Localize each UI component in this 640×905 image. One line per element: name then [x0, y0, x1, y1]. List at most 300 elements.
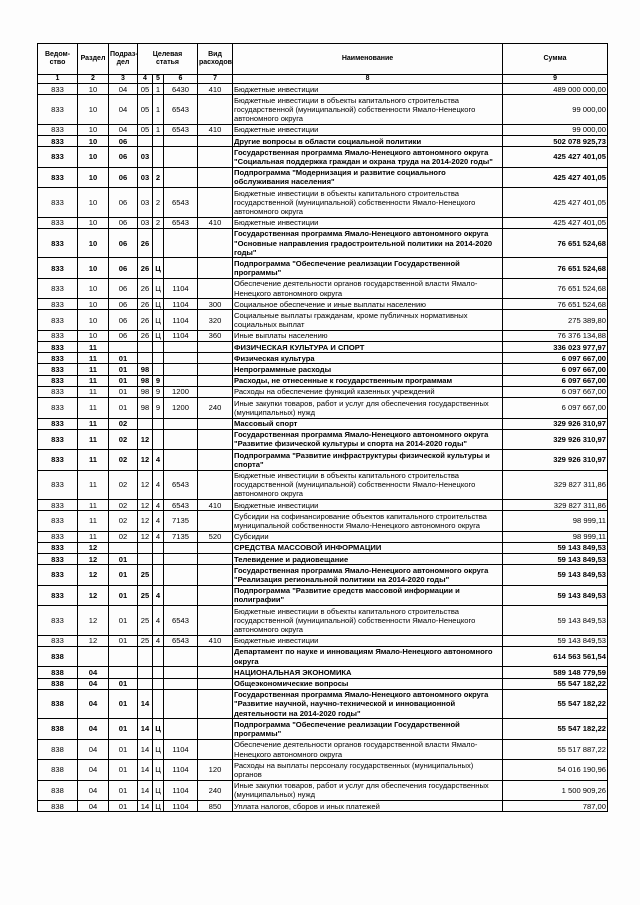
- cell-subprogram: [153, 542, 164, 553]
- table-row: [38, 646, 608, 666]
- cell-expense-type: 360: [198, 330, 233, 341]
- cell-amount: 55 547 182,22: [503, 678, 608, 689]
- cell-program: 98: [138, 364, 153, 375]
- cell-expense-type: [198, 95, 233, 125]
- cell-direction: 7135: [164, 531, 198, 542]
- cell-name: Бюджетные инвестиции: [233, 500, 503, 511]
- cell-section: 10: [78, 136, 109, 147]
- cell-direction: 1104: [164, 760, 198, 780]
- cell-amount: 275 389,80: [503, 310, 608, 330]
- cell-direction: 6543: [164, 124, 198, 135]
- cell-amount: 76 376 134,88: [503, 330, 608, 341]
- cell-expense-type: 410: [198, 84, 233, 95]
- cell-program: 25: [138, 606, 153, 636]
- cell-subsection: 01: [109, 719, 138, 739]
- cell-expense-type: [198, 585, 233, 605]
- table-row: [38, 167, 608, 187]
- cell-direction: [164, 646, 198, 666]
- cell-name: Бюджетные инвестиции в объекты капитального строительства государственной (муниципальной) собственности Ямало-Ненецкого автономного округа: [233, 95, 503, 125]
- cell-program: 25: [138, 585, 153, 605]
- cell-expense-type: [198, 429, 233, 449]
- cell-program: 25: [138, 635, 153, 646]
- cell-direction: [164, 147, 198, 167]
- cell-direction: [164, 429, 198, 449]
- table-row: [38, 124, 608, 135]
- cell-expense-type: 410: [198, 635, 233, 646]
- cell-subprogram: Ц: [153, 299, 164, 310]
- cell-subsection: 06: [109, 147, 138, 167]
- cell-amount: 59 143 849,53: [503, 542, 608, 553]
- cell-direction: 1104: [164, 330, 198, 341]
- column-number-row: [38, 75, 608, 84]
- cell-subprogram: Ц: [153, 739, 164, 759]
- cell-amount: 59 143 849,53: [503, 635, 608, 646]
- cell-subsection: 06: [109, 310, 138, 330]
- cell-name: Бюджетные инвестиции: [233, 124, 503, 135]
- table-row: [38, 375, 608, 386]
- cell-subprogram: 4: [153, 511, 164, 531]
- cell-department: 833: [38, 542, 78, 553]
- cell-section: 11: [78, 353, 109, 364]
- cell-program: 03: [138, 147, 153, 167]
- header-amount: Сумма: [503, 44, 608, 75]
- budget-table: [37, 43, 608, 812]
- cell-expense-type: 410: [198, 500, 233, 511]
- cell-subsection: 02: [109, 500, 138, 511]
- cell-name: Подпрограмма "Обеспечение реализации Государственной программы": [233, 258, 503, 278]
- cell-department: 838: [38, 760, 78, 780]
- cell-department: 833: [38, 124, 78, 135]
- table-row: [38, 95, 608, 125]
- cell-name: Департамент по науке и инновациям Ямало-Ненецкого автономного округа: [233, 646, 503, 666]
- cell-direction: 6543: [164, 606, 198, 636]
- cell-department: 833: [38, 95, 78, 125]
- cell-program: [138, 646, 153, 666]
- cell-section: 11: [78, 364, 109, 375]
- cell-expense-type: [198, 258, 233, 278]
- cell-subprogram: 4: [153, 450, 164, 470]
- cell-program: [138, 353, 153, 364]
- cell-department: 838: [38, 801, 78, 812]
- cell-program: 26: [138, 330, 153, 341]
- cell-expense-type: [198, 375, 233, 386]
- cell-subsection: [109, 342, 138, 353]
- cell-program: [138, 418, 153, 429]
- cell-department: 833: [38, 342, 78, 353]
- cell-name: Массовый спорт: [233, 418, 503, 429]
- cell-section: 11: [78, 531, 109, 542]
- cell-section: 04: [78, 760, 109, 780]
- cell-name: Бюджетные инвестиции в объекты капитального строительства государственной (муниципальной) собственности Ямало-Ненецкого автономного округа: [233, 606, 503, 636]
- cell-section: 04: [78, 667, 109, 678]
- cell-direction: [164, 565, 198, 585]
- cell-name: Общеэкономические вопросы: [233, 678, 503, 689]
- cell-subsection: 06: [109, 258, 138, 278]
- cell-section: 11: [78, 418, 109, 429]
- cell-name: Подпрограмма "Развитие средств массовой информации и полиграфии": [233, 585, 503, 605]
- cell-direction: [164, 136, 198, 147]
- cell-amount: 6 097 667,00: [503, 386, 608, 397]
- cell-department: 833: [38, 147, 78, 167]
- cell-subsection: 01: [109, 398, 138, 418]
- cell-amount: 76 651 524,68: [503, 299, 608, 310]
- table-row: [38, 136, 608, 147]
- cell-subsection: 01: [109, 678, 138, 689]
- table-row: [38, 310, 608, 330]
- cell-amount: 6 097 667,00: [503, 353, 608, 364]
- cell-section: 10: [78, 95, 109, 125]
- cell-program: [138, 678, 153, 689]
- cell-department: 838: [38, 739, 78, 759]
- cell-program: 05: [138, 124, 153, 135]
- cell-amount: 614 563 561,54: [503, 646, 608, 666]
- cell-expense-type: [198, 364, 233, 375]
- cell-department: 838: [38, 678, 78, 689]
- cell-expense-type: [198, 646, 233, 666]
- cell-section: 10: [78, 299, 109, 310]
- cell-subsection: 02: [109, 418, 138, 429]
- cell-program: 12: [138, 531, 153, 542]
- cell-expense-type: [198, 228, 233, 258]
- table-row: [38, 364, 608, 375]
- table-row: [38, 719, 608, 739]
- table-row: [38, 217, 608, 228]
- cell-subsection: 01: [109, 635, 138, 646]
- cell-name: Иные выплаты населению: [233, 330, 503, 341]
- cell-direction: 1200: [164, 398, 198, 418]
- cell-amount: 55 517 887,22: [503, 739, 608, 759]
- cell-direction: [164, 353, 198, 364]
- table-row: [38, 258, 608, 278]
- table-row: [38, 299, 608, 310]
- cell-section: 10: [78, 124, 109, 135]
- table-row: [38, 554, 608, 565]
- cell-subsection: 02: [109, 450, 138, 470]
- cell-name: Государственная программа Ямало-Ненецкого автономного округа "Реализация региональной политики на 2014-2020 годы": [233, 565, 503, 585]
- cell-amount: 55 547 182,22: [503, 719, 608, 739]
- cell-expense-type: [198, 136, 233, 147]
- cell-amount: 425 427 401,05: [503, 147, 608, 167]
- cell-subprogram: Ц: [153, 780, 164, 800]
- cell-subprogram: 4: [153, 585, 164, 605]
- cell-section: 12: [78, 585, 109, 605]
- column-number: 3: [109, 75, 138, 84]
- cell-direction: 1104: [164, 739, 198, 759]
- table-row: [38, 353, 608, 364]
- cell-section: 12: [78, 635, 109, 646]
- cell-direction: 1104: [164, 299, 198, 310]
- cell-name: Субсидии на софинансирование объектов капитального строительства муниципальной собственности Ямало-Ненецкого автономного округа: [233, 511, 503, 531]
- cell-subprogram: Ц: [153, 278, 164, 298]
- cell-amount: 425 427 401,05: [503, 217, 608, 228]
- cell-subprogram: [153, 342, 164, 353]
- cell-name: Уплата налогов, сборов и иных платежей: [233, 801, 503, 812]
- cell-subsection: 01: [109, 386, 138, 397]
- cell-program: [138, 554, 153, 565]
- cell-name: Расходы, не отнесенные к государственным программам: [233, 375, 503, 386]
- cell-amount: 98 999,11: [503, 511, 608, 531]
- table-row: [38, 635, 608, 646]
- cell-program: 14: [138, 780, 153, 800]
- table-row: [38, 565, 608, 585]
- cell-department: 833: [38, 330, 78, 341]
- cell-program: 12: [138, 429, 153, 449]
- cell-program: 12: [138, 450, 153, 470]
- cell-subsection: 02: [109, 531, 138, 542]
- table-row: [38, 330, 608, 341]
- cell-subsection: 04: [109, 124, 138, 135]
- cell-expense-type: [198, 689, 233, 719]
- cell-direction: 6543: [164, 500, 198, 511]
- cell-amount: 589 148 779,59: [503, 667, 608, 678]
- cell-subprogram: 9: [153, 398, 164, 418]
- cell-expense-type: [198, 342, 233, 353]
- cell-expense-type: [198, 450, 233, 470]
- cell-name: Социальные выплаты гражданам, кроме публичных нормативных социальных выплат: [233, 310, 503, 330]
- cell-subprogram: [153, 364, 164, 375]
- cell-amount: 76 651 524,68: [503, 278, 608, 298]
- column-number: 8: [233, 75, 503, 84]
- cell-section: 10: [78, 217, 109, 228]
- cell-section: 04: [78, 739, 109, 759]
- cell-program: 26: [138, 278, 153, 298]
- cell-section: 04: [78, 719, 109, 739]
- cell-direction: [164, 450, 198, 470]
- cell-program: 98: [138, 386, 153, 397]
- cell-department: 833: [38, 136, 78, 147]
- cell-section: 10: [78, 228, 109, 258]
- cell-program: [138, 136, 153, 147]
- cell-expense-type: [198, 386, 233, 397]
- table-row: [38, 689, 608, 719]
- cell-section: 11: [78, 398, 109, 418]
- cell-department: 833: [38, 188, 78, 218]
- cell-amount: 329 827 311,86: [503, 470, 608, 500]
- cell-program: 26: [138, 310, 153, 330]
- cell-section: 11: [78, 500, 109, 511]
- cell-section: 10: [78, 167, 109, 187]
- cell-section: 11: [78, 429, 109, 449]
- cell-subsection: 06: [109, 217, 138, 228]
- cell-direction: 1104: [164, 780, 198, 800]
- cell-subprogram: Ц: [153, 760, 164, 780]
- cell-direction: [164, 418, 198, 429]
- column-number: 7: [198, 75, 233, 84]
- cell-section: 11: [78, 386, 109, 397]
- cell-amount: 99 000,00: [503, 124, 608, 135]
- cell-direction: [164, 667, 198, 678]
- column-number: 5: [153, 75, 164, 84]
- cell-program: 05: [138, 95, 153, 125]
- cell-program: 12: [138, 470, 153, 500]
- cell-section: 12: [78, 565, 109, 585]
- cell-program: 03: [138, 217, 153, 228]
- cell-amount: 336 023 977,97: [503, 342, 608, 353]
- cell-expense-type: [198, 565, 233, 585]
- table-row: [38, 606, 608, 636]
- table-row: [38, 188, 608, 218]
- cell-subsection: 01: [109, 606, 138, 636]
- cell-subsection: 02: [109, 511, 138, 531]
- table-row: [38, 531, 608, 542]
- cell-name: Другие вопросы в области социальной политики: [233, 136, 503, 147]
- cell-program: 26: [138, 228, 153, 258]
- cell-expense-type: [198, 511, 233, 531]
- cell-program: 98: [138, 398, 153, 418]
- cell-expense-type: [198, 606, 233, 636]
- cell-expense-type: [198, 278, 233, 298]
- table-row: [38, 470, 608, 500]
- column-number: 4: [138, 75, 153, 84]
- cell-direction: 1104: [164, 801, 198, 812]
- cell-program: 14: [138, 801, 153, 812]
- cell-expense-type: [198, 353, 233, 364]
- table-row: [38, 739, 608, 759]
- cell-direction: 6543: [164, 95, 198, 125]
- cell-name: Иные закупки товаров, работ и услуг для обеспечения государственных (муниципальных) нужд: [233, 398, 503, 418]
- cell-name: Обеспечение деятельности органов государственной власти Ямало-Ненецкого автономного округа: [233, 278, 503, 298]
- cell-subsection: 01: [109, 364, 138, 375]
- cell-direction: 1104: [164, 278, 198, 298]
- cell-name: Государственная программа Ямало-Ненецкого автономного округа "Социальная поддержка граждан и охрана труда на 2014-2020 годы": [233, 147, 503, 167]
- cell-subsection: 06: [109, 278, 138, 298]
- cell-amount: 59 143 849,53: [503, 606, 608, 636]
- cell-amount: 99 000,00: [503, 95, 608, 125]
- cell-amount: 1 500 909,26: [503, 780, 608, 800]
- cell-subprogram: [153, 429, 164, 449]
- cell-amount: 59 143 849,53: [503, 565, 608, 585]
- cell-program: 26: [138, 299, 153, 310]
- cell-name: ФИЗИЧЕСКАЯ КУЛЬТУРА И СПОРТ: [233, 342, 503, 353]
- cell-department: 833: [38, 554, 78, 565]
- cell-amount: 98 999,11: [503, 531, 608, 542]
- cell-subprogram: [153, 554, 164, 565]
- cell-subprogram: [153, 565, 164, 585]
- cell-program: [138, 542, 153, 553]
- cell-department: 833: [38, 565, 78, 585]
- header-target-article-label: Целевая статья: [152, 51, 183, 66]
- cell-expense-type: [198, 678, 233, 689]
- cell-subprogram: 1: [153, 124, 164, 135]
- cell-subprogram: 1: [153, 84, 164, 95]
- cell-department: 833: [38, 511, 78, 531]
- header-row: [38, 44, 608, 75]
- header-target-article: [138, 44, 198, 75]
- cell-amount: 6 097 667,00: [503, 364, 608, 375]
- cell-section: 12: [78, 554, 109, 565]
- cell-department: 833: [38, 375, 78, 386]
- cell-name: Социальное обеспечение и иные выплаты населению: [233, 299, 503, 310]
- cell-program: 26: [138, 258, 153, 278]
- cell-program: 03: [138, 188, 153, 218]
- cell-section: 10: [78, 188, 109, 218]
- cell-expense-type: [198, 719, 233, 739]
- cell-subsection: 04: [109, 95, 138, 125]
- cell-subprogram: [153, 147, 164, 167]
- header-section: Раздел: [78, 44, 109, 75]
- cell-amount: 76 651 524,68: [503, 258, 608, 278]
- cell-subsection: [109, 542, 138, 553]
- cell-subsection: 01: [109, 554, 138, 565]
- cell-expense-type: 320: [198, 310, 233, 330]
- cell-section: 12: [78, 606, 109, 636]
- cell-amount: 76 651 524,68: [503, 228, 608, 258]
- cell-direction: [164, 719, 198, 739]
- table-row: [38, 542, 608, 553]
- cell-department: 833: [38, 429, 78, 449]
- cell-direction: 1200: [164, 386, 198, 397]
- table-row: [38, 511, 608, 531]
- table-row: [38, 386, 608, 397]
- cell-department: 833: [38, 299, 78, 310]
- cell-program: [138, 342, 153, 353]
- cell-program: 98: [138, 375, 153, 386]
- cell-subsection: 06: [109, 228, 138, 258]
- cell-amount: 6 097 667,00: [503, 375, 608, 386]
- cell-subprogram: 9: [153, 375, 164, 386]
- cell-name: Расходы на обеспечение функций казенных учреждений: [233, 386, 503, 397]
- cell-expense-type: [198, 542, 233, 553]
- cell-department: 833: [38, 386, 78, 397]
- cell-department: 833: [38, 167, 78, 187]
- cell-section: 10: [78, 258, 109, 278]
- cell-subprogram: [153, 136, 164, 147]
- cell-name: Подпрограмма "Развитие инфраструктуры физической культуры и спорта": [233, 450, 503, 470]
- cell-amount: 329 926 310,97: [503, 418, 608, 429]
- cell-amount: 59 143 849,53: [503, 585, 608, 605]
- header-subsection: Подраз-дел: [109, 44, 138, 75]
- cell-subsection: 02: [109, 470, 138, 500]
- cell-subsection: 06: [109, 136, 138, 147]
- cell-section: 04: [78, 780, 109, 800]
- table-row: [38, 450, 608, 470]
- cell-name: Государственная программа Ямало-Ненецкого автономного округа "Основные направления градостроительной политики на 2014-2020 годы": [233, 228, 503, 258]
- cell-subsection: 01: [109, 780, 138, 800]
- cell-name: Подпрограмма "Модернизация и развитие социального обслуживания населения": [233, 167, 503, 187]
- cell-amount: 425 427 401,05: [503, 167, 608, 187]
- cell-direction: 6543: [164, 635, 198, 646]
- cell-department: 833: [38, 635, 78, 646]
- cell-expense-type: 300: [198, 299, 233, 310]
- column-number: 9: [503, 75, 608, 84]
- cell-subprogram: 2: [153, 167, 164, 187]
- cell-name: Непрограммные расходы: [233, 364, 503, 375]
- cell-direction: [164, 678, 198, 689]
- cell-direction: [164, 585, 198, 605]
- table-row: [38, 801, 608, 812]
- column-number: 6: [164, 75, 198, 84]
- cell-subsection: 01: [109, 760, 138, 780]
- cell-subsection: 01: [109, 739, 138, 759]
- cell-program: 12: [138, 511, 153, 531]
- cell-subsection: 01: [109, 375, 138, 386]
- cell-amount: 329 926 310,97: [503, 429, 608, 449]
- cell-direction: [164, 167, 198, 187]
- cell-subprogram: [153, 646, 164, 666]
- cell-name: Расходы на выплаты персоналу государственных (муниципальных) органов: [233, 760, 503, 780]
- cell-name: Подпрограмма "Обеспечение реализации Государственной программы": [233, 719, 503, 739]
- cell-amount: 787,00: [503, 801, 608, 812]
- cell-amount: 55 547 182,22: [503, 689, 608, 719]
- table-row: [38, 429, 608, 449]
- cell-direction: [164, 375, 198, 386]
- cell-expense-type: 240: [198, 780, 233, 800]
- cell-direction: [164, 258, 198, 278]
- cell-department: 838: [38, 667, 78, 678]
- cell-expense-type: 410: [198, 217, 233, 228]
- table-row: [38, 500, 608, 511]
- cell-department: 833: [38, 585, 78, 605]
